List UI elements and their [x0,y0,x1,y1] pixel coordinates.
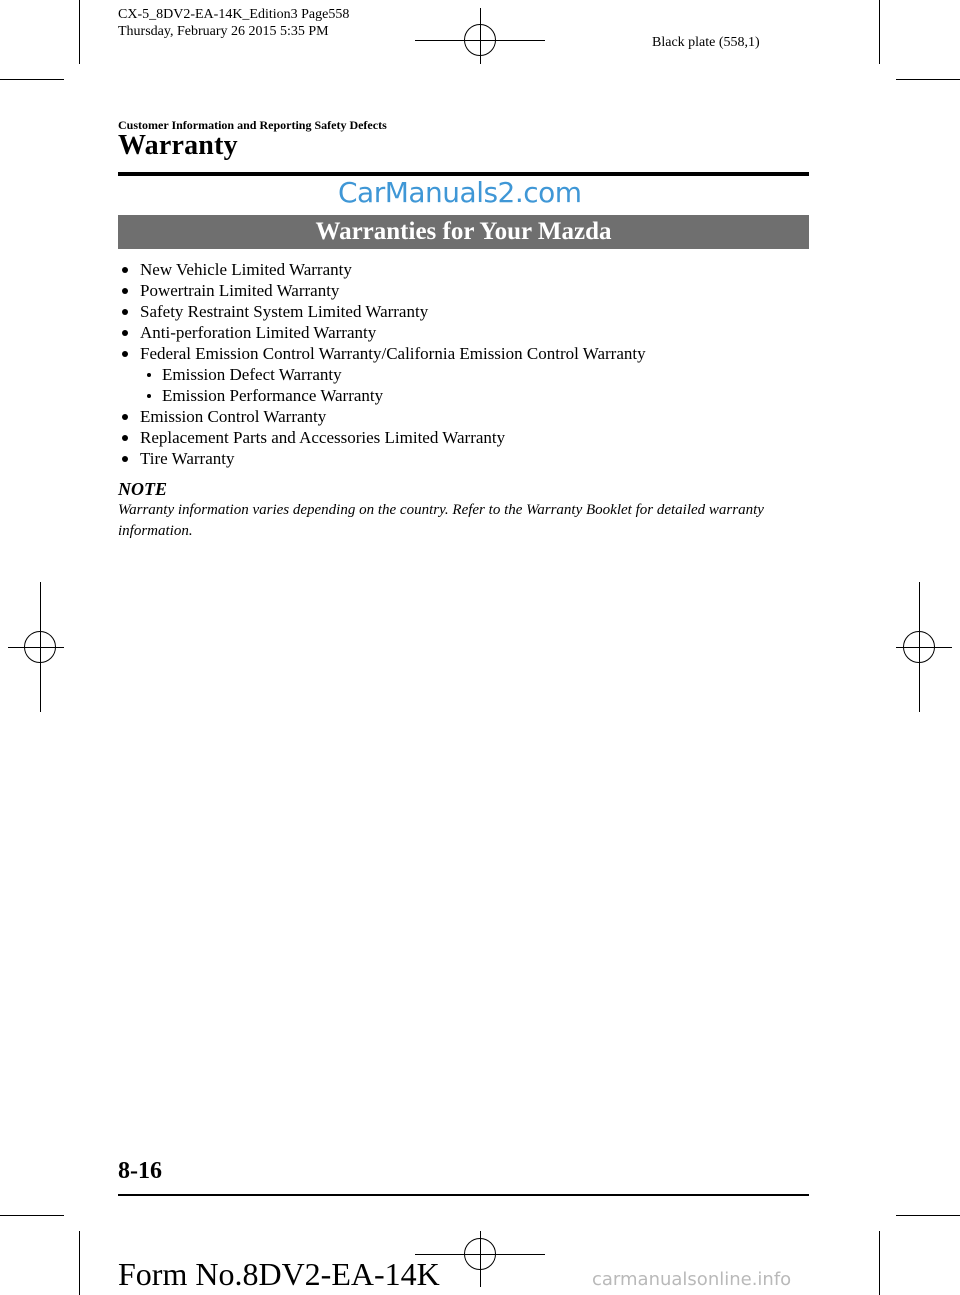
warranty-item: Anti-perforation Limited Warranty [118,322,808,343]
watermark-top: CarManuals2.com [338,176,582,209]
section-label: Customer Information and Reporting Safety Defects [118,118,387,132]
warranty-item: Emission Control Warranty [118,406,808,427]
warranty-item: Safety Restraint System Limited Warranty [118,301,808,322]
warranty-item: Federal Emission Control Warranty/California Emission Control Warranty [118,343,808,364]
warranty-item: Tire Warranty [118,448,808,469]
page-number: 8-16 [118,1158,162,1184]
registration-mark-bottom-icon [464,1238,496,1270]
note-label: NOTE [118,479,167,499]
section-heading: Warranties for Your Mazda [118,215,809,249]
note-text: Warranty information varies depending on the country. Refer to the Warranty Booklet for detailed warranty information. [118,502,764,539]
warranty-item: Replacement Parts and Accessories Limited Warranty [118,427,808,448]
warranty-subitem: Emission Defect Warranty [118,364,808,385]
watermark-bottom: carmanualsonline.info [592,1269,792,1290]
page-title: Warranty [118,130,238,161]
warranty-item: Powertrain Limited Warranty [118,280,808,301]
registration-mark-right-icon [903,631,935,663]
warranty-item: New Vehicle Limited Warranty [118,259,808,280]
registration-mark-left-icon [24,631,56,663]
print-job-line: CX-5_8DV2-EA-14K_Edition3 Page558 [118,7,350,22]
warranty-subitem: Emission Performance Warranty [118,385,808,406]
print-date-line: Thursday, February 26 2015 5:35 PM [118,24,329,39]
registration-mark-top-icon [464,24,496,56]
warranty-list [118,259,808,469]
page-rule [118,1194,809,1196]
print-job-info [118,6,349,40]
plate-label: Black plate (558,1) [652,35,760,50]
form-number: Form No.8DV2-EA-14K [118,1256,440,1292]
